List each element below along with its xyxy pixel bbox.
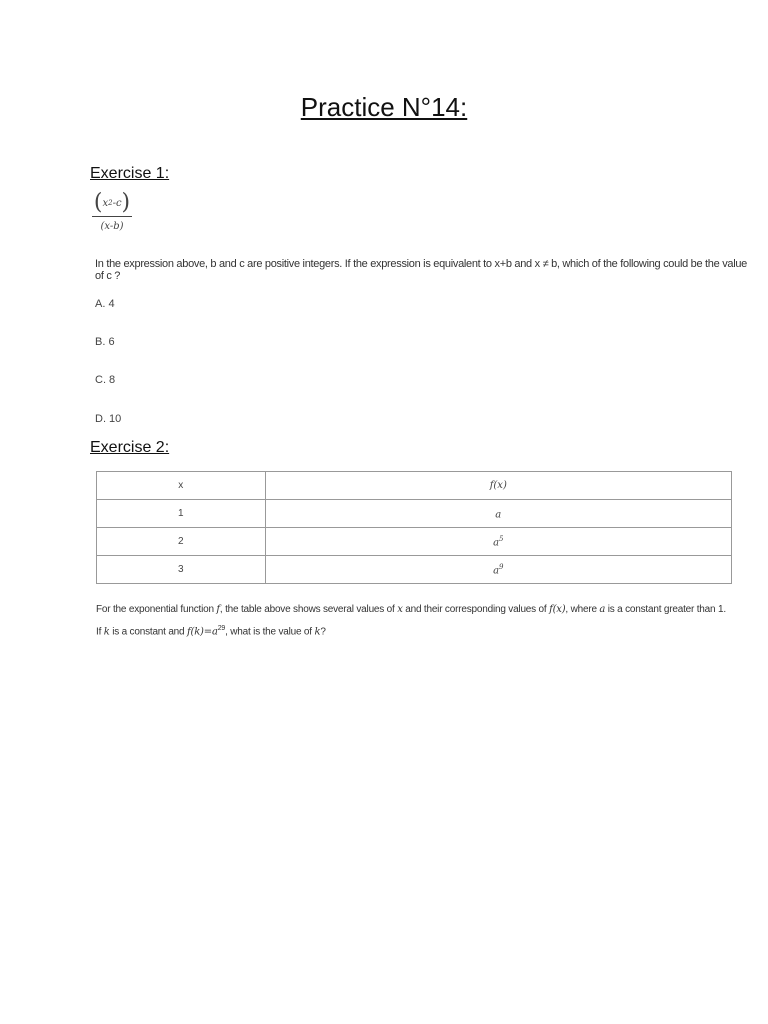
numerator-exponent: 2 <box>108 199 113 207</box>
exercise-2-heading: Exercise 2: <box>90 439 170 456</box>
numerator-base: x <box>102 197 109 209</box>
choice-a: A. 4 <box>95 298 115 310</box>
expression-numerator: ( x 2 -c ) <box>93 190 131 215</box>
cell-fx: $a^9$ <box>265 556 731 584</box>
fraction-bar <box>92 216 132 217</box>
table-header-row <box>97 472 732 500</box>
rational-expression <box>92 190 132 235</box>
exercise-2-question: For the exponential function f, the table above shows several values of x and their corresponding values of f(x), where a is a constant greater than 1. If k is a constant and $f(k)=a^{29}$, what is the value of k? <box>96 604 726 638</box>
expression-denominator: (x-b) <box>100 221 124 232</box>
header-fx: f(x) <box>265 472 731 500</box>
cell-x: 2 <box>97 528 266 556</box>
table-row <box>97 556 732 584</box>
cell-x: 3 <box>97 556 266 584</box>
choice-b: B. 6 <box>95 336 115 348</box>
table-row <box>97 528 732 556</box>
exercise-1-heading: Exercise 1: <box>90 165 170 182</box>
values-table <box>96 471 732 584</box>
cell-fx: a <box>265 500 731 528</box>
header-x: x <box>97 472 266 500</box>
cell-x: 1 <box>97 500 266 528</box>
numerator-rest: -c <box>112 197 122 209</box>
cell-fx: $a^5$ <box>265 528 731 556</box>
choice-c: C. 8 <box>95 374 116 386</box>
table-row <box>97 500 732 528</box>
choice-d: D. 10 <box>95 413 122 425</box>
page-title: Practice N°14: <box>300 92 468 122</box>
exercise-1-question: In the expression above, b and c are positive integers. If the expression is equivalent to x+b and x ≠ b, which of the following could be the value of c ? <box>95 258 748 282</box>
